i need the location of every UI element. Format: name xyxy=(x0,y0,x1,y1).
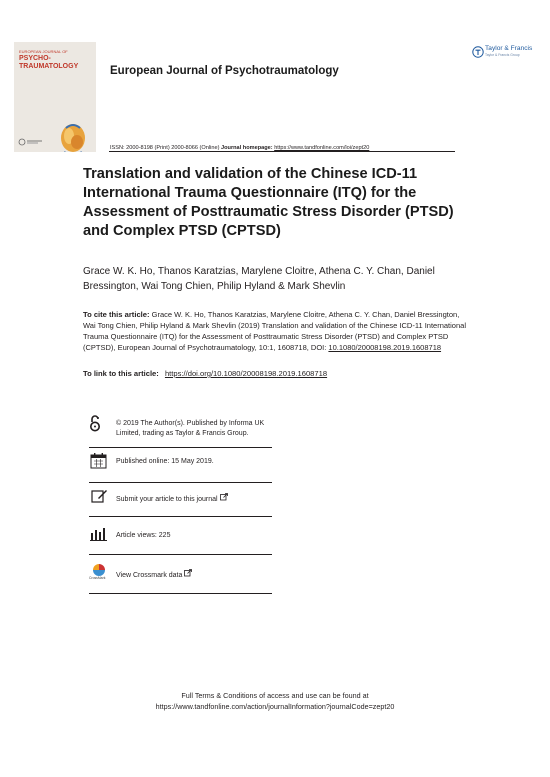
crossmark-badge-label: CrossMark xyxy=(89,576,106,580)
homepage-label: Journal homepage: xyxy=(221,145,273,151)
doi-link[interactable]: 10.1080/20008198.2019.1608718 xyxy=(328,343,442,352)
homepage-link[interactable]: https://www.tandfonline.com/loi/zept20 xyxy=(274,145,370,151)
submit-article-link[interactable]: Submit your article to this journal xyxy=(116,493,276,505)
external-link-icon xyxy=(220,493,228,501)
info-divider xyxy=(89,554,272,555)
footer-terms-link[interactable]: https://www.tandfonline.com/action/journalInformation?journalCode=zept20 xyxy=(155,702,395,711)
footer-line1: Full Terms & Conditions of access and use can be found at xyxy=(181,691,369,700)
info-divider xyxy=(89,482,272,483)
article-views: Article views: 225 xyxy=(116,532,171,539)
license-text: © 2019 The Author(s). Published by Informa UK Limited, trading as Taylor & Francis Group. xyxy=(116,420,265,437)
cover-small-title: EUROPEAN JOURNAL OF xyxy=(19,49,68,54)
submit-edit-icon xyxy=(91,488,108,503)
citation-label: To cite this article: xyxy=(83,310,150,319)
header-divider xyxy=(109,151,455,152)
open-access-icon xyxy=(89,414,101,432)
citation-text: Grace W. K. Ho, Thanos Karatzias, Marylene Cloitre, Athena C. Y. Chan, Daniel Bressington, Wai Tong Chien, Philip Hyland & Mark Shevlin (2019) Translation and validation of the Chinese ICD-11 International Trauma Questionnaire (ITQ) for the Assessment of Posttraumatic Stress Disorder (PTSD) and Complex PTSD (CPTSD), European Journal of Psychotraumatology, 10:1, 1608718, DOI: xyxy=(83,310,466,352)
info-divider xyxy=(89,447,272,448)
article-doi-link[interactable]: https://doi.org/10.1080/20008198.2019.1608718 xyxy=(164,369,328,378)
footer-terms xyxy=(0,690,550,712)
cover-publisher-logo-icon xyxy=(18,138,44,146)
article-authors: Grace W. K. Ho, Thanos Karatzias, Marylene Cloitre, Athena C. Y. Chan, Daniel Bressington, Wai Tong Chien, Philip Hyland & Mark Shevlin xyxy=(83,266,435,292)
info-divider xyxy=(89,516,272,517)
journal-title: European Journal of Psychotraumatology xyxy=(110,65,339,77)
link-label: To link to this article: xyxy=(83,369,159,378)
publisher-name: Taylor & Francis xyxy=(485,45,533,52)
cover-artwork-icon xyxy=(56,122,90,152)
issn-text: ISSN: 2000-8198 (Print) 2000-8066 (Online) xyxy=(110,145,220,151)
journal-cover xyxy=(14,42,96,152)
cover-title: PSYCHO- TRAUMATOLOGY xyxy=(19,55,79,70)
article-title: Translation and validation of the Chinese ICD-11 International Trauma Questionnaire (ITQ) for the Assessment of Posttraumatic Stress Disorder (PTSD) and Complex PTSD (CPTSD) xyxy=(83,166,454,239)
crossmark-link[interactable]: View Crossmark data xyxy=(116,569,276,581)
bar-chart-views-icon xyxy=(90,527,108,541)
published-date: Published online: 15 May 2019. xyxy=(116,458,214,465)
external-link-icon xyxy=(184,569,192,577)
taylor-francis-logo-icon xyxy=(472,46,484,58)
publisher-tagline: Taylor & Francis Group xyxy=(485,53,520,57)
calendar-icon xyxy=(90,452,107,469)
citation-block xyxy=(83,309,468,353)
info-divider xyxy=(89,593,272,594)
link-block xyxy=(83,369,468,378)
